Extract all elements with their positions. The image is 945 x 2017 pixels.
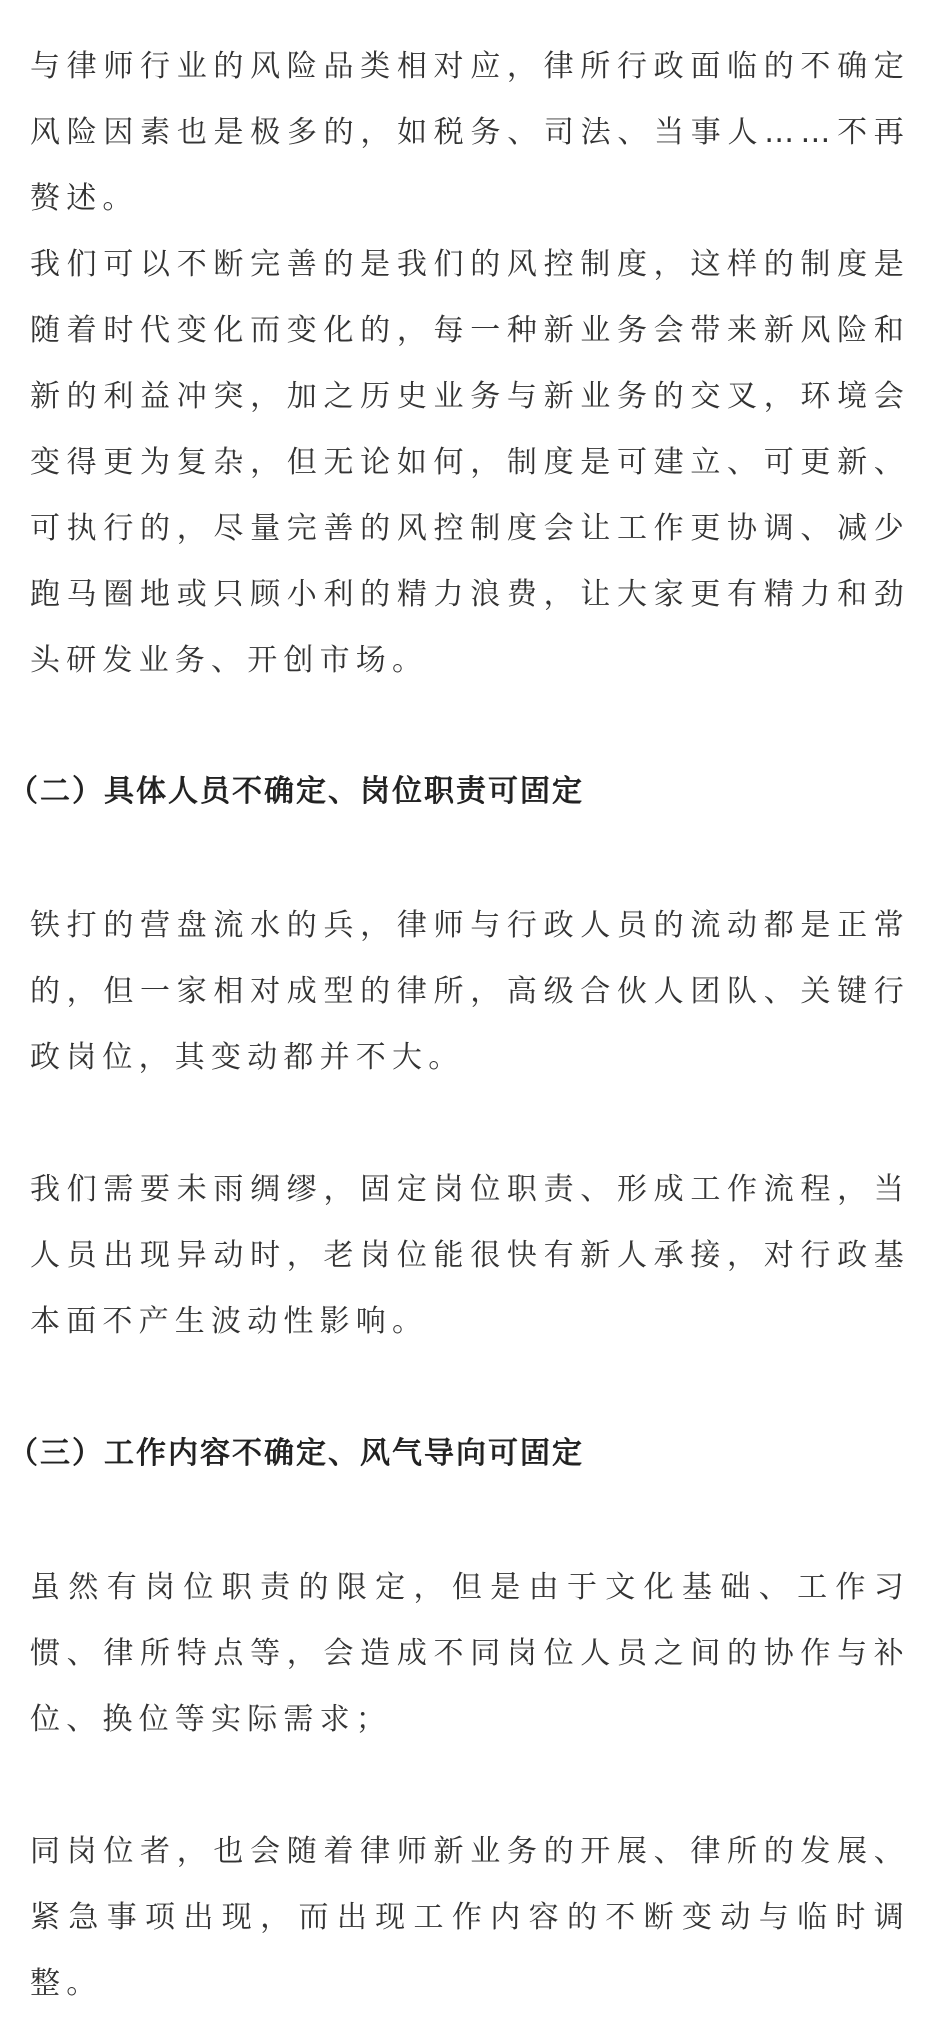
paragraph-risk-control-system: 我们可以不断完善的是我们的风控制度，这样的制度是随着时代变化而变化的，每一种新业务会带来新风险和新的利益冲突，加之历史业务与新业务的交叉，环境会变得更为复杂，但无论如何，制度是可建立、可更新、可执行的，尽量完善的风控制度会让工作更协调、减少跑马圈地或只顾小利的精力浪费，让大家更有精力和劲头研发业务、开创市场。 bbox=[30, 247, 910, 678]
section-heading-2: （二）具体人员不确定、岗位职责可固定 bbox=[8, 774, 584, 809]
paragraph-work-adjustments: 同岗位者，也会随着律师新业务的开展、律所的发展、紧急事项出现，而出现工作内容的不断变动与临时调整。 bbox=[30, 1834, 910, 2001]
paragraph-collaboration-needs: 虽然有岗位职责的限定，但是由于文化基础、工作习惯、律所特点等，会造成不同岗位人员之间的协作与补位、换位等实际需求； bbox=[30, 1570, 910, 1737]
paragraph-risk-factors: 与律师行业的风险品类相对应，律所行政面临的不确定风险因素也是极多的，如税务、司法、当事人……不再赘述。 bbox=[30, 49, 910, 216]
section-heading-3: （三）工作内容不确定、风气导向可固定 bbox=[8, 1436, 584, 1471]
paragraph-fixed-duties: 我们需要未雨绸缪，固定岗位职责、形成工作流程，当人员出现异动时，老岗位能很快有新人承接，对行政基本面不产生波动性影响。 bbox=[30, 1172, 910, 1339]
paragraph-staff-mobility: 铁打的营盘流水的兵，律师与行政人员的流动都是正常的，但一家相对成型的律所，高级合伙人团队、关键行政岗位，其变动都并不大。 bbox=[30, 908, 910, 1075]
